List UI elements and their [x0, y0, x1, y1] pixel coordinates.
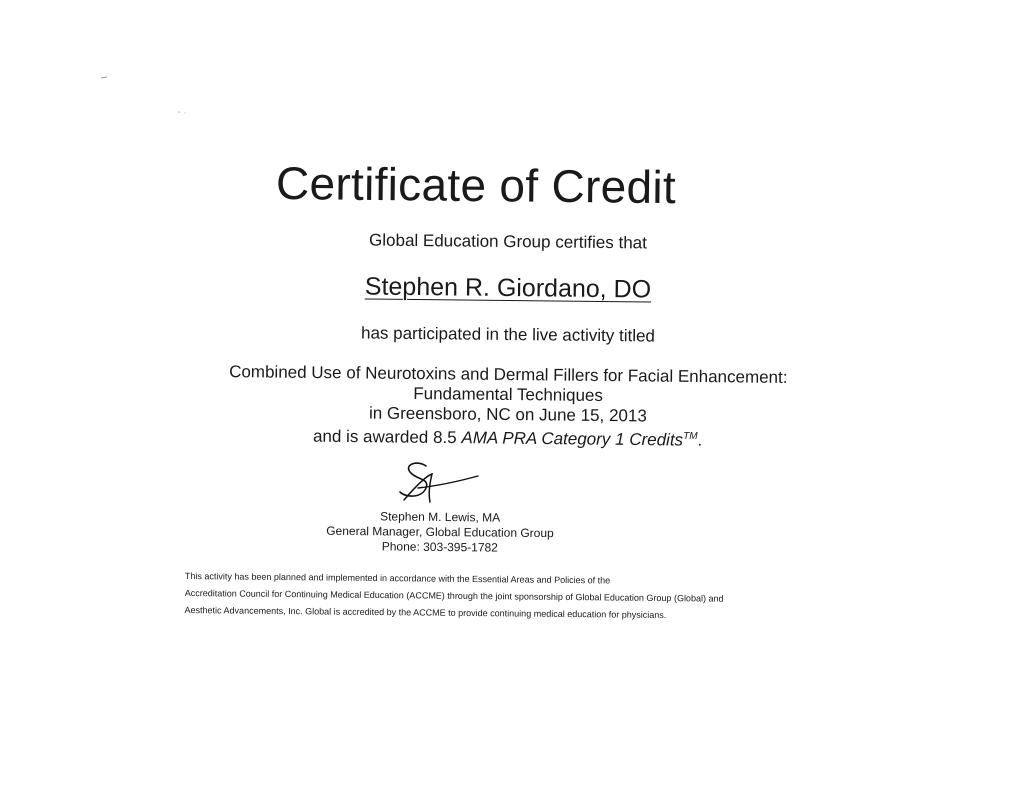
accreditation-statement [184, 568, 824, 626]
certifies-line: Global Education Group certifies that [368, 230, 648, 253]
award-credit-type: AMA PRA Category 1 Credits [461, 428, 684, 450]
activity-title-line1: Combined Use of Neurotoxins and Dermal Fillers for Facial Enhancement: [229, 362, 788, 387]
signer-role: General Manager, Global Education Group [326, 523, 554, 541]
signer-phone: Phone: 303-395-1782 [381, 539, 498, 555]
signer-name: Stephen M. Lewis, MA [380, 509, 501, 525]
accreditation-line2: Accreditation Council for Continuing Medical Education (ACCME) through the joint sponsorship of Global Education Group (Global) and [184, 587, 724, 604]
certificate-title: Certificate of Credit [275, 156, 677, 214]
signature-image [396, 456, 486, 512]
award-suffix: . [697, 430, 703, 450]
recipient-name [0, 269, 1016, 309]
activity-title-line2: Fundamental Techniques [413, 384, 604, 405]
signer-block [240, 508, 640, 557]
accreditation-line1: This activity has been planned and implemented in accordance with the Essential Areas and Policies of the [184, 570, 611, 586]
trademark-mark: TM [683, 430, 698, 442]
activity-location-date: in Greensboro, NC on June 15, 2013 [368, 403, 647, 426]
activity-details [0, 360, 1016, 454]
participated-line: has participated in the live activity titled [360, 323, 656, 346]
award-prefix: and is awarded 8.5 [312, 426, 462, 448]
recipient-name-text: Stephen R. Giordano, DO [364, 272, 652, 304]
accreditation-line3: Aesthetic Advancements, Inc. Global is accredited by the ACCME to provide continuing medical education for physicians. [184, 604, 667, 621]
